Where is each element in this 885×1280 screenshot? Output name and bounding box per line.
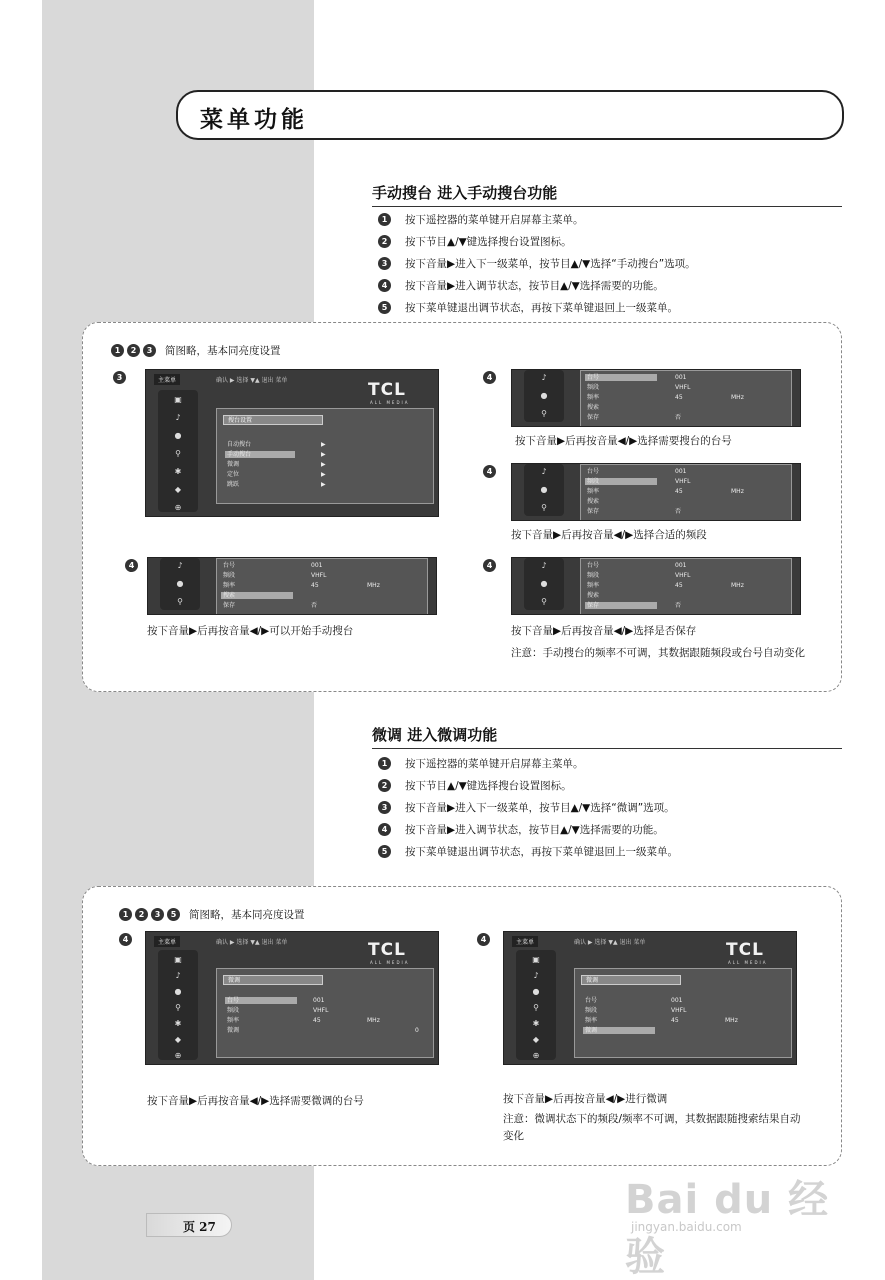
watermark: Bai du 经验 jingyan.baidu.com bbox=[625, 1177, 830, 1280]
section1-heading: 手动搜台 进入手动搜台功能 bbox=[372, 182, 842, 207]
section2-figure-box bbox=[82, 886, 842, 1166]
music-icon: ♪ bbox=[541, 561, 547, 570]
page-title: 菜单功能 bbox=[200, 106, 308, 133]
box-step-numbers: 1 2 3 5 简图略，基本同亮度设置 bbox=[119, 907, 305, 922]
page-number: 页 27 bbox=[146, 1213, 232, 1237]
music-icon: ♪ bbox=[541, 467, 547, 476]
tv-menu-screenshot: 主菜单 确认 ▶ 选择 ▼▲ 退出 菜单 TCL ALL MEDIA ▣ ♪ ● ⚲ ✱ ◆ ⊕ 搜台设置 自动搜台 手动搜台 微调 定位 跳跃 ▶ ▶ ▶ ▶ ▶ bbox=[145, 369, 439, 517]
panel-caption: 按下音量▶后再按音量◀/▶选择是否保存 bbox=[511, 625, 697, 637]
search-icon: ⚲ bbox=[541, 597, 547, 606]
box-step-numbers: 1 2 3 简图略，基本同亮度设置 bbox=[111, 343, 281, 358]
tv-menu-crop: ♪ ● ⚲ 台号 001 频段 VHFL 频率 45 MHz 搜索 保存 否 bbox=[511, 369, 801, 427]
color-icon: ● bbox=[174, 431, 182, 440]
lock-icon: ◆ bbox=[174, 1035, 182, 1044]
panel-number: 4 bbox=[477, 933, 490, 946]
tv-icon: ▣ bbox=[174, 955, 182, 964]
submenu-panel: 微调 台号 001 频段 VHFL 频率 45 MHz 微调 0 bbox=[216, 968, 434, 1058]
sidebar-icons bbox=[158, 390, 198, 512]
step: 3 按下音量▶进入下一级菜单，按节目▲/▼选择“手动搜台”选项。 bbox=[378, 252, 848, 274]
panel-number: 4 bbox=[483, 371, 496, 384]
tv-menu-crop: ♪ ● ⚲ 台号 001 频段 VHFL 频率 45 MHz 搜索 保存 否 bbox=[511, 557, 801, 615]
music-icon: ♪ bbox=[177, 561, 183, 570]
panel-caption: 按下音量▶后再按音量◀/▶选择需要微调的台号 bbox=[147, 1095, 364, 1107]
music-icon: ♪ bbox=[175, 971, 181, 980]
panel-number: 4 bbox=[483, 465, 496, 478]
color-icon: ● bbox=[174, 987, 182, 996]
tv-menu-crop: ♪ ● ⚲ 台号 001 频段 VHFL 频率 45 MHz 搜索 保存 否 bbox=[147, 557, 437, 615]
panel-caption: 按下音量▶后再按音量◀/▶可以开始手动搜台 bbox=[147, 625, 354, 637]
color-icon: ● bbox=[540, 391, 548, 400]
tv-menu-crop: ♪ ● ⚲ 台号 001 频段 VHFL 频率 45 MHz 搜索 保存 否 bbox=[511, 463, 801, 521]
section2-steps bbox=[378, 752, 848, 862]
search-icon: ⚲ bbox=[177, 597, 183, 606]
zoom-icon: ⊕ bbox=[174, 503, 182, 512]
submenu-panel: 搜台设置 自动搜台 手动搜台 微调 定位 跳跃 ▶ ▶ ▶ ▶ ▶ bbox=[216, 408, 434, 504]
step: 5 按下菜单键退出调节状态，再按下菜单键退回上一级菜单。 bbox=[378, 296, 848, 318]
music-icon: ♪ bbox=[175, 413, 181, 422]
sidebar-icons bbox=[158, 950, 198, 1060]
search-icon: ⚲ bbox=[533, 1003, 539, 1012]
step: 5 按下菜单键退出调节状态，再按下菜单键退回上一级菜单。 bbox=[378, 840, 848, 862]
step: 2 按下节目▲/▼键选择搜台设置图标。 bbox=[378, 774, 848, 796]
search-icon: ⚲ bbox=[175, 449, 181, 458]
step: 1 按下遥控器的菜单键开启屏幕主菜单。 bbox=[378, 752, 848, 774]
color-icon: ● bbox=[532, 987, 540, 996]
step: 4 按下音量▶进入调节状态，按节目▲/▼选择需要的功能。 bbox=[378, 274, 848, 296]
tv-menu-screenshot: 主菜单 确认 ▶ 选择 ▼▲ 退出 菜单 TCL ALL MEDIA ▣ ♪ ● ⚲ ✱ ◆ ⊕ 微调 台号 001 频段 VHFL 频率 45 MHz 微调 0 bbox=[145, 931, 439, 1065]
note-text: 注意：微调状态下的频段/频率不可调，其数据跟随搜索结果自动变化 bbox=[503, 1113, 801, 1142]
settings-icon: ✱ bbox=[174, 467, 182, 476]
step: 2 按下节目▲/▼键选择搜台设置图标。 bbox=[378, 230, 848, 252]
step: 3 按下音量▶进入下一级菜单，按节目▲/▼选择“微调”选项。 bbox=[378, 796, 848, 818]
music-icon: ♪ bbox=[533, 971, 539, 980]
tv-menu-screenshot: 主菜单 确认 ▶ 选择 ▼▲ 退出 菜单 TCL ALL MEDIA ▣ ♪ ● ⚲ ✱ ◆ ⊕ 微调 台号 001 频段 VHFL 频率 45 MHz 微调 bbox=[503, 931, 797, 1065]
panel-caption: 按下音量▶后再按音量◀/▶选择合适的频段 bbox=[511, 529, 707, 541]
step: 4 按下音量▶进入调节状态，按节目▲/▼选择需要的功能。 bbox=[378, 818, 848, 840]
lock-icon: ◆ bbox=[532, 1035, 540, 1044]
panel-number: 4 bbox=[125, 559, 138, 572]
color-icon: ● bbox=[540, 485, 548, 494]
panel-caption: 按下音量▶后再按音量◀/▶进行微调 bbox=[503, 1093, 668, 1105]
search-icon: ⚲ bbox=[175, 1003, 181, 1012]
submenu-panel: 微调 台号 001 频段 VHFL 频率 45 MHz 微调 bbox=[574, 968, 792, 1058]
settings-icon: ✱ bbox=[174, 1019, 182, 1028]
section1-steps bbox=[378, 208, 848, 318]
note-text: 注意：手动搜台的频率不可调，其数据跟随频段或台号自动变化 bbox=[511, 647, 805, 659]
panel-caption: 按下音量▶后再按音量◀/▶选择需要搜台的台号 bbox=[515, 435, 732, 447]
tv-icon: ▣ bbox=[532, 955, 540, 964]
panel-number: 3 bbox=[113, 371, 126, 384]
lock-icon: ◆ bbox=[174, 485, 182, 494]
search-icon: ⚲ bbox=[541, 503, 547, 512]
music-icon: ♪ bbox=[541, 373, 547, 382]
tv-icon: ▣ bbox=[174, 395, 182, 404]
step: 1 按下遥控器的菜单键开启屏幕主菜单。 bbox=[378, 208, 848, 230]
sidebar-icons bbox=[516, 950, 556, 1060]
panel-number: 4 bbox=[119, 933, 132, 946]
color-icon: ● bbox=[176, 579, 184, 588]
search-icon: ⚲ bbox=[541, 409, 547, 418]
section2-heading: 微调 进入微调功能 bbox=[372, 724, 842, 749]
section1-figure-box bbox=[82, 322, 842, 692]
zoom-icon: ⊕ bbox=[174, 1051, 182, 1060]
settings-icon: ✱ bbox=[532, 1019, 540, 1028]
color-icon: ● bbox=[540, 579, 548, 588]
page-title-box bbox=[176, 90, 844, 140]
panel-number: 4 bbox=[483, 559, 496, 572]
zoom-icon: ⊕ bbox=[532, 1051, 540, 1060]
